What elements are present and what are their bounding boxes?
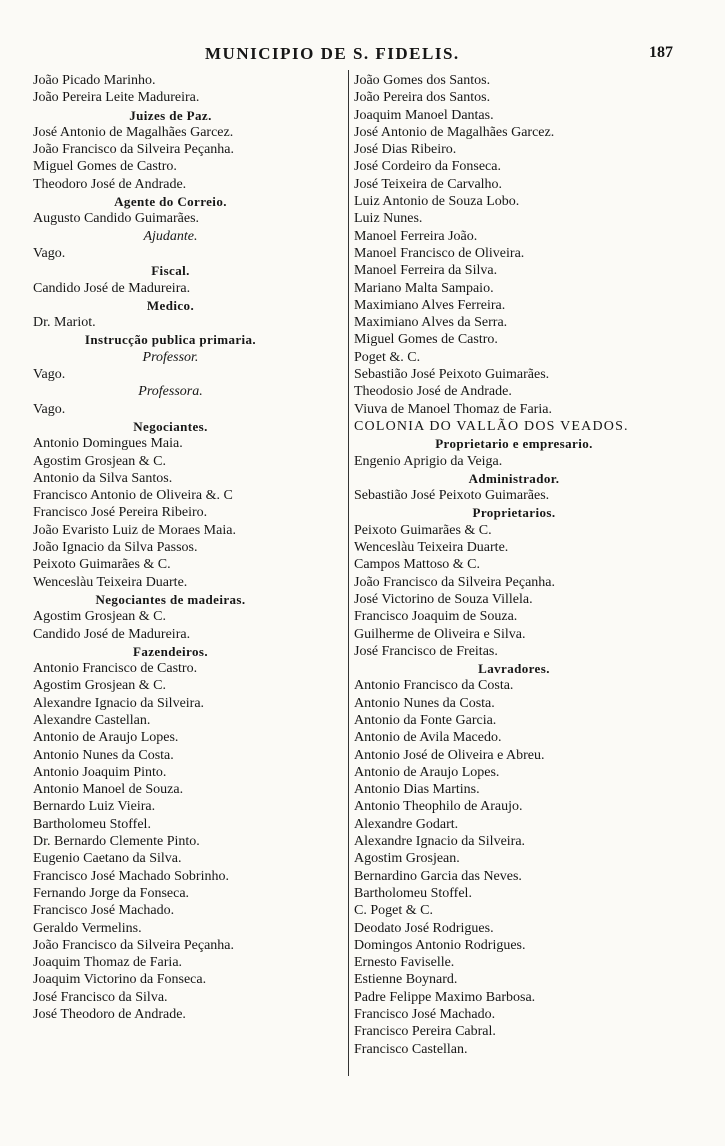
name-entry: José Dias Ribeiro.: [354, 142, 457, 158]
name-entry: Engenio Aprigio da Veiga.: [354, 453, 503, 469]
name-entry: Bernardo Luiz Vieira.: [33, 799, 156, 815]
name-entry: João Evaristo Luiz de Moraes Maia.: [33, 522, 236, 538]
name-entry: José Antonio de Magalhães Garcez.: [33, 124, 234, 140]
name-entry: Guilherme de Oliveira e Silva.: [354, 626, 526, 642]
name-entry: Ernesto Faviselle.: [354, 955, 455, 971]
name-entry: Maximiano Alves Ferreira.: [354, 297, 506, 313]
name-entry: José Cordeiro da Fonseca.: [354, 159, 501, 175]
name-entry: Manoel Ferreira João.: [354, 228, 478, 244]
name-entry: Agostim Grosjean.: [354, 851, 460, 867]
name-entry: Estienne Boynard.: [354, 972, 458, 988]
section-heading: Proprietarios.: [472, 505, 556, 521]
name-entry: João Gomes dos Santos.: [354, 73, 491, 88]
name-entry: Manoel Ferreira da Silva.: [354, 263, 498, 279]
section-heading: Agente do Correio.: [114, 194, 227, 210]
name-entry: Candido José de Madureira.: [33, 626, 191, 642]
name-entry: Antonio Nunes da Costa.: [354, 695, 495, 711]
name-entry: C. Poget & C.: [354, 903, 433, 919]
name-entry: Fernando Jorge da Fonseca.: [33, 885, 190, 901]
name-entry: Antonio Nunes da Costa.: [33, 747, 174, 763]
name-entry: Vago.: [33, 367, 66, 383]
name-entry: Sebastião José Peixoto Guimarães.: [354, 367, 550, 383]
name-entry: Antonio da Silva Santos.: [33, 470, 173, 486]
name-entry: Peixoto Guimarães & C.: [33, 557, 171, 573]
section-heading: Fazendeiros.: [133, 643, 208, 659]
name-entry: Alexandre Castellan.: [33, 712, 151, 728]
name-entry: Agostim Grosjean & C.: [33, 453, 166, 469]
name-entry: João Pereira dos Santos.: [354, 90, 491, 106]
sub-heading: Professora.: [138, 384, 203, 400]
name-entry: Antonio Manoel de Souza.: [33, 782, 184, 798]
sub-heading: Ajudante.: [143, 228, 198, 244]
left-column: [33, 72, 308, 1023]
name-entry: Bartholomeu Stoffel.: [33, 816, 151, 832]
name-entry: Antonio Francisco da Costa.: [354, 678, 514, 694]
name-entry: Dr. Bernardo Clemente Pinto.: [33, 834, 200, 850]
section-heading: Administrador.: [468, 470, 560, 486]
name-entry: Joaquim Manoel Dantas.: [354, 107, 494, 123]
name-entry: Francisco Pereira Cabral.: [354, 1024, 496, 1040]
name-entry: Antonio de Araujo Lopes.: [354, 764, 500, 780]
name-entry: José Antonio de Magalhães Garcez.: [354, 124, 555, 140]
name-entry: Luiz Nunes.: [354, 211, 423, 227]
name-entry: Miguel Gomes de Castro.: [33, 159, 177, 175]
name-entry: João Francisco da Silveira Peçanha.: [33, 142, 234, 158]
name-entry: Francisco Joaquim de Souza.: [354, 609, 518, 625]
name-entry: Bartholomeu Stoffel.: [354, 885, 472, 901]
section-heading: Lavradores.: [478, 661, 550, 677]
name-entry: Alexandre Ignacio da Silveira.: [354, 834, 526, 850]
name-entry: Antonio Francisco de Castro.: [33, 661, 198, 677]
name-entry: Poget &. C.: [354, 349, 421, 365]
name-entry: Bernardino Garcia das Neves.: [354, 868, 522, 884]
column-divider: [348, 70, 349, 1076]
name-entry: José Teixeira de Carvalho.: [354, 176, 503, 192]
section-heading: Fiscal.: [151, 263, 190, 279]
page-title: MUNICIPIO DE S. FIDELIS.: [205, 44, 460, 63]
name-entry: Antonio Dias Martins.: [354, 782, 480, 798]
name-entry: Domingos Antonio Rodrigues.: [354, 937, 526, 953]
name-entry: Sebastião José Peixoto Guimarães.: [354, 488, 550, 504]
name-entry: Francisco Castellan.: [354, 1041, 468, 1057]
name-entry: Wenceslàu Teixeira Duarte.: [354, 540, 509, 556]
name-entry: Luiz Antonio de Souza Lobo.: [354, 194, 520, 210]
name-entry: Campos Mattoso & C.: [354, 557, 481, 573]
name-entry: José Francisco de Freitas.: [354, 643, 498, 659]
name-entry: Peixoto Guimarães & C.: [354, 522, 492, 538]
name-entry: Mariano Malta Sampaio.: [354, 280, 494, 296]
section-title: COLONIA DO VALLÃO DOS VEADOS.: [354, 418, 629, 434]
right-column: [354, 72, 674, 1058]
name-entry: Joaquim Thomaz de Faria.: [33, 955, 183, 971]
name-entry: José Victorino de Souza Villela.: [354, 591, 533, 607]
name-entry: José Theodoro de Andrade.: [33, 1007, 186, 1023]
section-heading: Medico.: [146, 297, 195, 313]
name-entry: Antonio de Araujo Lopes.: [33, 730, 179, 746]
name-entry: Theodosio José de Andrade.: [354, 384, 512, 400]
page-number: 187: [649, 44, 673, 61]
name-entry: Francisco Antonio de Oliveira &. C: [33, 488, 233, 504]
section-heading: Instrucção publica primaria.: [84, 332, 257, 348]
name-entry: Candido José de Madureira.: [33, 280, 191, 296]
name-entry: Antonio Joaquim Pinto.: [33, 764, 167, 780]
name-entry: Viuva de Manoel Thomaz de Faria.: [354, 401, 552, 417]
name-entry: Francisco José Pereira Ribeiro.: [33, 505, 208, 521]
name-entry: Francisco José Machado.: [354, 1007, 496, 1023]
name-entry: Antonio Theophilo de Araujo.: [354, 799, 523, 815]
name-entry: Alexandre Godart.: [354, 816, 459, 832]
name-entry: Alexandre Ignacio da Silveira.: [33, 695, 205, 711]
name-entry: Dr. Mariot.: [33, 315, 96, 331]
section-heading: Negociantes de madeiras.: [95, 591, 246, 607]
name-entry: Francisco José Machado Sobrinho.: [33, 868, 229, 884]
name-entry: Agostim Grosjean & C.: [33, 609, 166, 625]
name-entry: Geraldo Vermelins.: [33, 920, 142, 936]
name-entry: Francisco José Machado.: [33, 903, 175, 919]
name-entry: Joaquim Victorino da Fonseca.: [33, 972, 207, 988]
name-entry: Deodato José Rodrigues.: [354, 920, 494, 936]
name-entry: Vago.: [33, 245, 66, 261]
name-entry: João Francisco da Silveira Peçanha.: [354, 574, 555, 590]
section-heading: Proprietario e empresario.: [435, 436, 593, 452]
name-entry: Wenceslàu Teixeira Duarte.: [33, 574, 188, 590]
page-header: [0, 44, 725, 68]
section-heading: Juizes de Paz.: [129, 107, 212, 123]
name-entry: Antonio Domingues Maia.: [33, 436, 183, 452]
name-entry: João Picado Marinho.: [33, 73, 156, 88]
name-entry: João Ignacio da Silva Passos.: [33, 540, 198, 556]
name-entry: José Francisco da Silva.: [33, 989, 168, 1005]
name-entry: João Pereira Leite Madureira.: [33, 90, 200, 106]
name-entry: Theodoro José de Andrade.: [33, 176, 187, 192]
name-entry: Miguel Gomes de Castro.: [354, 332, 498, 348]
name-entry: Antonio da Fonte Garcia.: [354, 712, 497, 728]
name-entry: Agostim Grosjean & C.: [33, 678, 166, 694]
sub-heading: Professor.: [142, 349, 199, 365]
section-heading: Negociantes.: [133, 418, 208, 434]
name-entry: Eugenio Caetano da Silva.: [33, 851, 182, 867]
name-entry: Vago.: [33, 401, 66, 417]
name-entry: Antonio de Avila Macedo.: [354, 730, 502, 746]
name-entry: Augusto Candido Guimarães.: [33, 211, 200, 227]
name-entry: Padre Felippe Maximo Barbosa.: [354, 989, 536, 1005]
name-entry: João Francisco da Silveira Peçanha.: [33, 937, 234, 953]
name-entry: Maximiano Alves da Serra.: [354, 315, 508, 331]
name-entry: Manoel Francisco de Oliveira.: [354, 245, 525, 261]
name-entry: Antonio José de Oliveira e Abreu.: [354, 747, 545, 763]
